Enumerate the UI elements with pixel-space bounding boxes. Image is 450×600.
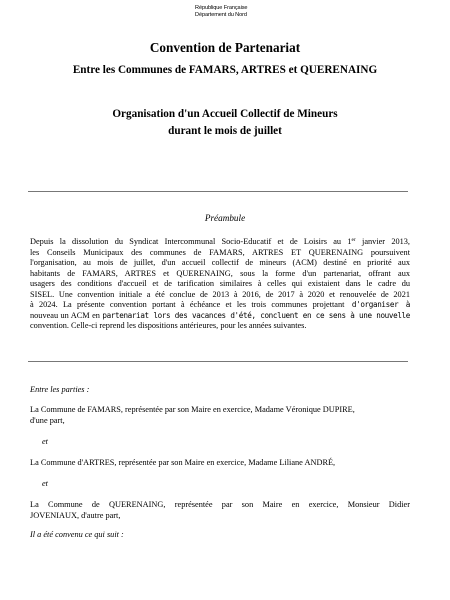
preamble-line: l'organisation, au mois de juillet, d'un accueil collectif de mineurs (ACM) destiné en priorité aux [30,258,410,268]
preamble-line: convention. Celle-ci reprend les dispositions antérieures, pour les années suivantes. [30,321,307,331]
preamble-paragraph [30,235,410,332]
party-famars: La Commune de FAMARS, représentée par son Maire en exercice, Madame Véronique DUPIRE, [30,405,355,414]
conjunction-et: et [42,437,48,446]
preamble-line: SISEL. Une convention initiale a été conclue de 2013 à 2016, de 2017 à 2020 et renouvelée de 2021 [30,289,410,299]
organisation-title-line-2: durant le mois de juillet [168,125,282,137]
preamble-line-text: Depuis la dissolution du Syndicat Intercommunal Socio-Educatif et de Loisirs au 1 [30,237,352,246]
parties-intro: Entre les parties : [30,385,90,394]
preamble-line-text: janvier 2013, [355,237,411,246]
party-querenaing-cont: JOVENIAUX, d'autre part, [30,510,121,520]
party-famars-cont: d'une part, [30,416,65,425]
preamble-line: les Conseils Municipaux des communes de FAMARS, ARTRES ET QUERENAING poursuivent [30,247,410,257]
letterhead [195,5,247,20]
document-subtitle: Entre les Communes de FAMARS, ARTRES et QUERENAING [72,64,378,76]
party-querenaing-block [30,500,410,521]
party-querenaing: La Commune de QUERENAING, représentée par son Maire en exercice, Monsieur Didier [30,500,410,509]
annotated-text: d'organiser à [344,300,410,310]
conjunction-et: et [42,479,48,488]
superscript: er [351,237,356,243]
divider-top [28,191,408,192]
preamble-line [30,311,410,322]
letterhead-line-2: Département du Nord [195,12,247,19]
document-title: Convention de Partenariat [149,40,301,55]
letterhead-line-1: République Française [195,5,248,11]
preamble-line [30,235,410,248]
divider-bottom [28,361,408,362]
preamble-line-text: nouveau un ACM en [30,310,100,320]
agreement-intro: Il a été convenu ce qui suit : [30,530,124,539]
party-artres: La Commune d'ARTRES, représentée par son Maire en exercice, Madame Liliane ANDRÉ, [30,458,336,467]
annotated-text: partenariat lors des vacances d'été, concluent en ce sens à une nouvelle [102,310,411,320]
preamble-line [30,300,410,311]
organisation-title-line-1: Organisation d'un Accueil Collectif de Mineurs [112,108,338,120]
preamble-line-text: à 2024. La présente convention portant à échéance et les trois communes projettant [30,300,345,310]
preamble-line: usagers des conditions d'accueil et de tarification similaires à celles qui existaient dans le cadre du [30,279,410,289]
preamble-line: habitants de FAMARS, ARTRES et QUERENAING, sous la forme d'un partenariat, offrant aux [30,268,410,278]
preamble-heading: Préambule [204,213,246,223]
